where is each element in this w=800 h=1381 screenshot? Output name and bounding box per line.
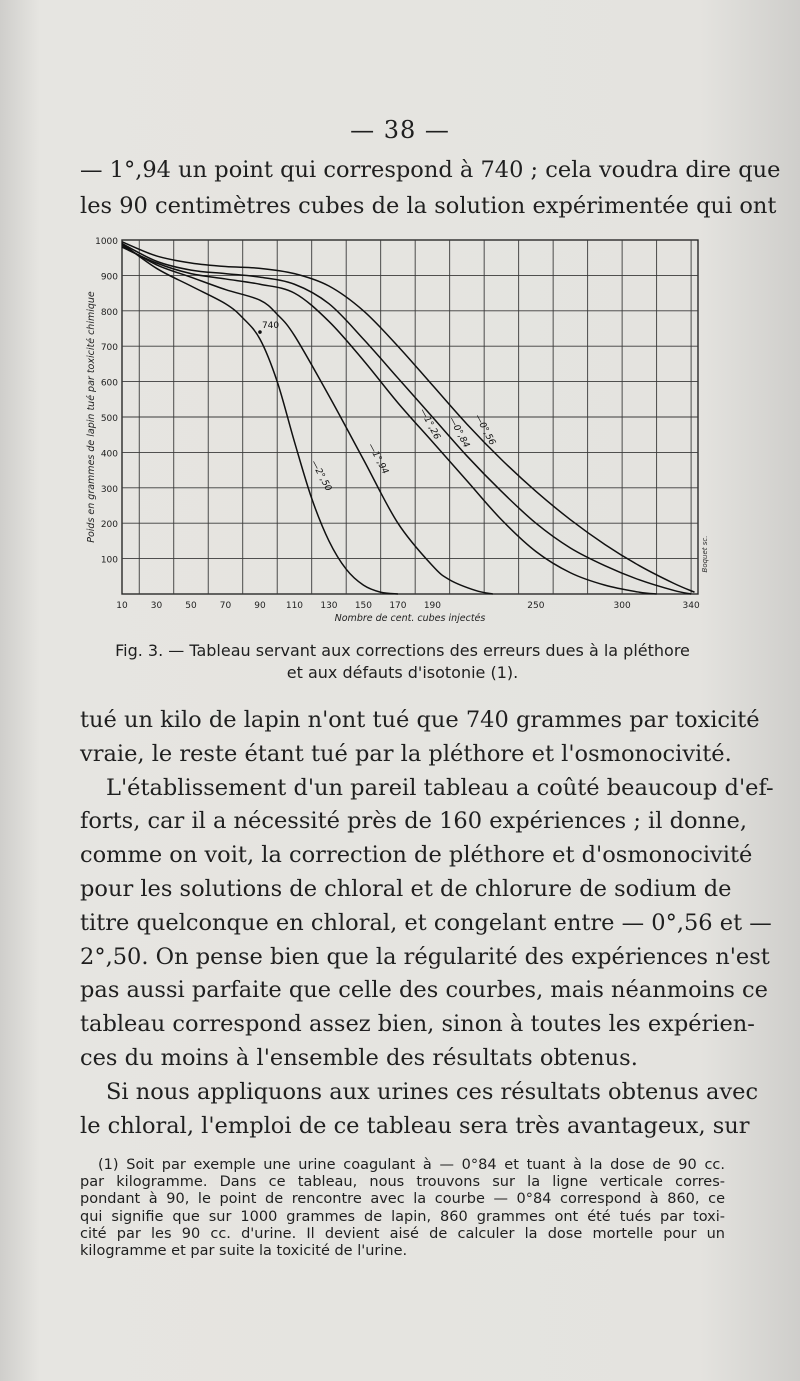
intro-line: les 90 centimètres cubes de la solution expérimentée qui ont xyxy=(80,193,777,219)
engraver-signature: Boquet sc. xyxy=(701,535,709,573)
y-tick-label: 300 xyxy=(100,484,118,495)
x-tick-label: 130 xyxy=(320,601,338,611)
y-tick-label: 600 xyxy=(100,378,118,389)
x-tick-label: 250 xyxy=(527,601,545,611)
x-tick-label: 10 xyxy=(116,601,128,611)
body-line: Si nous appliquons aux urines ces résultats obtenus avec xyxy=(106,1078,759,1105)
footnote-line: pondant à 90, le point de rencontre avec la courbe — 0°84 correspond à 860, ce xyxy=(80,1191,725,1208)
figure-caption-line: et aux défauts d'isotonie (1). xyxy=(286,663,519,682)
page-number: — 38 — xyxy=(350,116,450,144)
x-tick-label: 50 xyxy=(185,601,197,611)
y-tick-label: 1000 xyxy=(95,237,118,247)
series-curve xyxy=(122,247,657,594)
footnote-line: par kilogramme. Dans ce tableau, nous trouvons sur la ligne verticale corres- xyxy=(80,1174,725,1191)
body-line: 2°,50. On pense bien que la régularité des expériences n'est xyxy=(80,943,770,970)
body-line: le chloral, l'emploi de ce tableau sera très avantageux, sur xyxy=(80,1112,750,1139)
footnote-line: qui signifie que sur 1000 grammes de lapin, 860 grammes ont été tués par toxi- xyxy=(80,1208,725,1225)
footnote-line: cité par les 90 cc. d'urine. Il devient aisé de calculer la dose mortelle pour un xyxy=(80,1225,725,1242)
x-tick-label: 340 xyxy=(682,601,700,611)
body-line: vraie, le reste étant tué par la pléthore et l'osmonocivité. xyxy=(80,740,732,767)
body-line: tableau correspond assez bien, sinon à toutes les expérien- xyxy=(80,1011,755,1038)
body-line: tué un kilo de lapin n'ont tué que 740 grammes par toxicité xyxy=(80,707,760,733)
x-tick-label: 90 xyxy=(254,601,266,611)
series-label: —2°,50 xyxy=(308,458,334,494)
body-line: comme on voit, la correction de pléthore et d'osmonocivité xyxy=(80,842,753,869)
y-tick-label: 800 xyxy=(100,307,118,318)
series-label: —0°,56 xyxy=(472,412,497,448)
body-line: L'établissement d'un pareil tableau a coûté beaucoup d'ef- xyxy=(106,774,774,801)
body-line: forts, car il a nécessité près de 160 expériences ; il donne, xyxy=(80,808,747,835)
series-curve xyxy=(122,245,493,594)
series-label: —1°,94 xyxy=(365,441,390,477)
x-tick-label: 170 xyxy=(389,601,407,611)
x-axis-label: Nombre de cent. cubes injectés xyxy=(334,613,486,624)
x-tick-label: 70 xyxy=(219,601,232,611)
series-curve xyxy=(122,244,691,594)
y-tick-label: 700 xyxy=(100,343,118,354)
figure-caption-line: Fig. 3. — Tableau servant aux corrections des erreurs dues à la pléthore xyxy=(115,641,690,660)
figure-chart xyxy=(80,228,720,628)
body-line: ces du moins à l'ensemble des résultats obtenus. xyxy=(80,1045,638,1071)
series-label: —1°,26 xyxy=(417,407,442,442)
y-tick-label: 900 xyxy=(100,272,118,283)
intro-line: — 1°,94 un point qui correspond à 740 ; cela voudra dire que xyxy=(80,157,781,183)
x-tick-label: 30 xyxy=(150,601,163,611)
footnote-line: kilogramme et par suite la toxicité de l'urine. xyxy=(80,1243,408,1259)
series-curve xyxy=(122,244,398,594)
x-tick-label: 110 xyxy=(285,601,304,611)
series-label: —0°,84 xyxy=(446,415,471,450)
x-tick-label: 150 xyxy=(354,601,373,611)
body-line: pas aussi parfaite que celle des courbes, mais néanmoins ce xyxy=(80,977,768,1004)
body-line: pour les solutions de chloral et de chlorure de sodium de xyxy=(80,876,732,902)
x-tick-label: 190 xyxy=(423,601,442,611)
x-tick-label: 300 xyxy=(613,601,631,611)
y-tick-label: 500 xyxy=(100,414,118,424)
y-axis-label: Poids en grammes de lapin tué par toxicité chimique xyxy=(86,291,97,543)
point-label: 740 xyxy=(261,321,280,332)
y-tick-label: 100 xyxy=(100,555,118,566)
body-line: titre quelconque en chloral, et congelant entre — 0°,56 et — xyxy=(80,909,772,936)
y-tick-label: 400 xyxy=(100,449,118,460)
footnote-line: (1) Soit par exemple une urine coagulant à — 0°84 et tuant à la dose de 90 cc. xyxy=(98,1157,725,1173)
y-tick-label: 200 xyxy=(100,520,118,531)
